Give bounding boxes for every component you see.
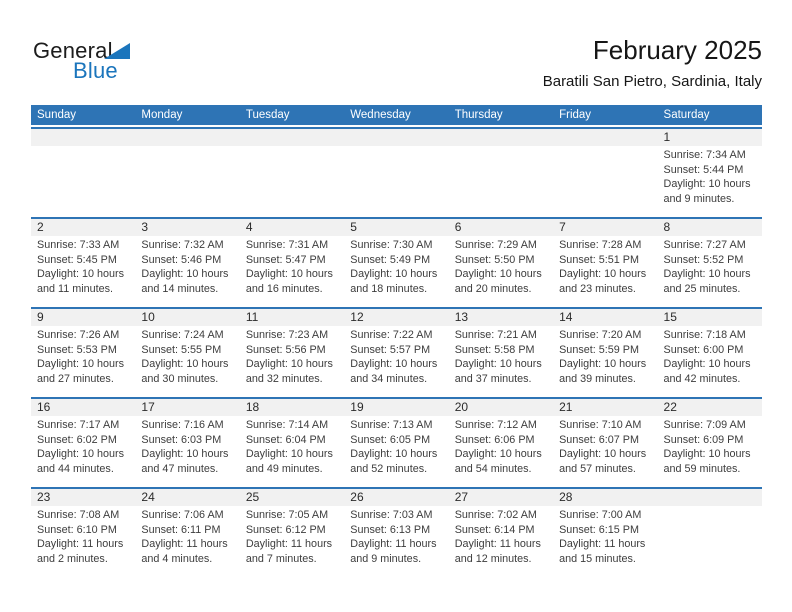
day-details	[344, 326, 448, 387]
day-detail-line: Daylight: 10 hours	[663, 358, 751, 371]
day-cell	[658, 399, 762, 487]
weekday-friday: Friday	[559, 109, 592, 121]
day-details	[658, 236, 762, 297]
day-number: 21	[553, 399, 657, 416]
day-number: 5	[344, 219, 448, 236]
day-detail-line: and 25 minutes.	[663, 283, 741, 296]
day-details	[135, 236, 239, 297]
day-details	[31, 416, 135, 477]
day-detail-line: Daylight: 10 hours	[141, 448, 229, 461]
day-number: 15	[658, 309, 762, 326]
day-details	[449, 236, 553, 297]
day-detail-line: Sunrise: 7:12 AM	[454, 419, 537, 431]
day-detail-line: and 15 minutes.	[559, 553, 636, 566]
day-details	[553, 326, 657, 387]
day-detail-line: and 52 minutes.	[350, 463, 428, 476]
day-detail-line: Daylight: 10 hours	[245, 268, 333, 281]
weekday-monday: Monday	[141, 109, 183, 121]
title-block	[543, 36, 762, 91]
day-number	[553, 129, 657, 146]
day-detail-line: Sunrise: 7:20 AM	[559, 329, 642, 341]
day-detail-line: and 27 minutes.	[37, 373, 114, 386]
day-detail-line: Sunset: 5:53 PM	[37, 343, 117, 356]
day-detail-line: Daylight: 10 hours	[245, 448, 333, 461]
day-detail-line: Sunrise: 7:13 AM	[350, 419, 433, 431]
day-details	[135, 326, 239, 387]
day-detail-line: Sunset: 6:14 PM	[454, 523, 535, 536]
day-details	[344, 416, 448, 477]
day-detail-line: Daylight: 10 hours	[454, 448, 542, 461]
empty-day-cell	[135, 129, 239, 217]
day-number: 14	[553, 309, 657, 326]
day-detail-line: and 9 minutes.	[350, 553, 422, 566]
day-number: 26	[344, 489, 448, 506]
week-row	[31, 217, 762, 307]
day-detail-line: Sunrise: 7:30 AM	[350, 239, 433, 251]
day-number	[658, 489, 762, 506]
day-detail-line: Sunrise: 7:26 AM	[37, 329, 120, 341]
day-cell	[240, 219, 344, 307]
day-detail-line: Daylight: 10 hours	[663, 448, 751, 461]
day-number: 3	[135, 219, 239, 236]
day-cell	[31, 309, 135, 397]
day-detail-line: Daylight: 10 hours	[37, 448, 125, 461]
day-detail-line: Daylight: 10 hours	[350, 358, 438, 371]
day-detail-line: Daylight: 10 hours	[663, 268, 751, 281]
logo-text-blue: Blue	[73, 58, 118, 83]
day-cell	[135, 309, 239, 397]
day-detail-line: Sunset: 6:09 PM	[663, 433, 744, 446]
day-detail-line: Daylight: 10 hours	[663, 178, 751, 191]
day-detail-line: Sunset: 6:04 PM	[245, 433, 326, 446]
day-cell	[135, 399, 239, 487]
day-detail-line: and 11 minutes.	[37, 283, 114, 296]
day-cell	[658, 219, 762, 307]
day-cell	[31, 399, 135, 487]
general-blue-logo	[33, 38, 153, 86]
day-detail-line: Sunrise: 7:28 AM	[559, 239, 642, 251]
day-detail-line: Sunset: 6:05 PM	[350, 433, 431, 446]
day-detail-line: Sunrise: 7:33 AM	[37, 239, 120, 251]
day-detail-line: Sunset: 6:11 PM	[141, 523, 221, 536]
day-detail-line: and 59 minutes.	[663, 463, 741, 476]
day-detail-line: Daylight: 10 hours	[245, 358, 333, 371]
day-number: 8	[658, 219, 762, 236]
empty-day-cell	[344, 129, 448, 217]
day-number: 25	[240, 489, 344, 506]
day-details	[449, 326, 553, 387]
day-detail-line: Sunset: 5:59 PM	[559, 343, 639, 356]
day-detail-line: and 16 minutes.	[245, 283, 323, 296]
day-detail-line: Sunrise: 7:10 AM	[559, 419, 642, 431]
day-detail-line: and 39 minutes.	[559, 373, 636, 386]
day-detail-line: and 4 minutes.	[141, 553, 213, 566]
day-details	[31, 506, 135, 567]
week-row	[31, 307, 762, 397]
logo-text-general: General	[33, 38, 113, 63]
day-detail-line: Sunset: 5:49 PM	[350, 253, 431, 266]
day-detail-line: Sunset: 6:06 PM	[454, 433, 535, 446]
day-detail-line: and 7 minutes.	[245, 553, 317, 566]
day-detail-line: and 2 minutes.	[37, 553, 108, 566]
day-details	[449, 506, 553, 567]
day-cell	[344, 489, 448, 577]
day-detail-line: Sunrise: 7:31 AM	[245, 239, 329, 251]
weekday-wednesday: Wednesday	[350, 109, 411, 121]
weekday-header-row	[31, 105, 762, 125]
day-number: 24	[135, 489, 239, 506]
day-detail-line: Sunset: 6:00 PM	[663, 343, 744, 356]
day-cell	[449, 219, 553, 307]
weekday-thursday: Thursday	[454, 109, 503, 121]
day-detail-line: Sunrise: 7:24 AM	[141, 329, 224, 341]
day-number: 22	[658, 399, 762, 416]
day-cell	[553, 219, 657, 307]
day-details	[344, 506, 448, 567]
calendar-month-title: February 2025	[592, 35, 762, 65]
day-detail-line: Sunrise: 7:00 AM	[559, 509, 642, 521]
day-detail-line: and 49 minutes.	[245, 463, 323, 476]
day-cell	[658, 129, 762, 217]
day-cell	[135, 489, 239, 577]
day-number: 20	[449, 399, 553, 416]
calendar-grid	[31, 127, 762, 577]
day-detail-line: Daylight: 11 hours	[559, 538, 646, 551]
logo-triangle-icon	[104, 43, 130, 59]
day-detail-line: Sunrise: 7:23 AM	[245, 329, 329, 341]
day-detail-line: Sunrise: 7:16 AM	[141, 419, 224, 431]
day-cell	[240, 489, 344, 577]
empty-day-cell	[658, 489, 762, 577]
empty-day-cell	[553, 129, 657, 217]
day-detail-line: and 44 minutes.	[37, 463, 114, 476]
day-detail-line: Sunrise: 7:27 AM	[663, 239, 746, 251]
day-cell	[658, 309, 762, 397]
day-detail-line: Daylight: 10 hours	[559, 268, 647, 281]
day-detail-line: Sunrise: 7:22 AM	[350, 329, 433, 341]
day-detail-line: Daylight: 11 hours	[350, 538, 437, 551]
day-detail-line: Daylight: 10 hours	[141, 358, 229, 371]
day-number: 13	[449, 309, 553, 326]
day-number: 2	[31, 219, 135, 236]
day-detail-line: Daylight: 11 hours	[454, 538, 541, 551]
day-detail-line: Sunset: 6:15 PM	[559, 523, 639, 536]
day-cell	[240, 399, 344, 487]
day-cell	[449, 309, 553, 397]
day-cell	[31, 219, 135, 307]
day-detail-line: Sunrise: 7:21 AM	[454, 329, 537, 341]
day-number: 19	[344, 399, 448, 416]
day-number: 1	[658, 129, 762, 146]
day-number: 16	[31, 399, 135, 416]
day-number: 6	[449, 219, 553, 236]
day-number: 18	[240, 399, 344, 416]
day-details	[344, 236, 448, 297]
day-detail-line: Sunset: 5:50 PM	[454, 253, 535, 266]
day-number: 27	[449, 489, 553, 506]
day-detail-line: and 54 minutes.	[454, 463, 532, 476]
day-number: 23	[31, 489, 135, 506]
day-details	[658, 326, 762, 387]
week-row	[31, 487, 762, 577]
day-detail-line: and 37 minutes.	[454, 373, 532, 386]
day-detail-line: Sunrise: 7:17 AM	[37, 419, 120, 431]
day-detail-line: Sunrise: 7:02 AM	[454, 509, 537, 521]
day-detail-line: Daylight: 10 hours	[559, 448, 647, 461]
day-number: 10	[135, 309, 239, 326]
day-number: 9	[31, 309, 135, 326]
day-detail-line: and 42 minutes.	[663, 373, 741, 386]
day-details	[449, 416, 553, 477]
day-number: 4	[240, 219, 344, 236]
day-cell	[344, 219, 448, 307]
week-row	[31, 127, 762, 217]
day-detail-line: Sunset: 5:45 PM	[37, 253, 117, 266]
day-cell	[553, 489, 657, 577]
day-number: 17	[135, 399, 239, 416]
day-details	[240, 506, 344, 567]
day-detail-line: Sunrise: 7:05 AM	[245, 509, 329, 521]
day-details	[135, 416, 239, 477]
day-detail-line: and 32 minutes.	[245, 373, 323, 386]
day-detail-line: Daylight: 10 hours	[37, 268, 125, 281]
day-cell	[344, 399, 448, 487]
day-detail-line: Sunset: 6:07 PM	[559, 433, 639, 446]
day-detail-line: Daylight: 10 hours	[350, 268, 438, 281]
day-details	[31, 326, 135, 387]
weekday-sunday: Sunday	[37, 109, 77, 121]
day-detail-line: and 57 minutes.	[559, 463, 636, 476]
day-detail-line: and 23 minutes.	[559, 283, 636, 296]
day-cell	[449, 489, 553, 577]
day-detail-line: Sunset: 5:47 PM	[245, 253, 326, 266]
day-detail-line: Sunrise: 7:32 AM	[141, 239, 224, 251]
day-number	[449, 129, 553, 146]
day-cell	[344, 309, 448, 397]
day-detail-line: Sunrise: 7:14 AM	[245, 419, 329, 431]
weekday-saturday: Saturday	[663, 109, 710, 121]
empty-day-cell	[449, 129, 553, 217]
day-cell	[31, 489, 135, 577]
day-detail-line: Sunrise: 7:08 AM	[37, 509, 120, 521]
day-details	[31, 236, 135, 297]
day-number	[240, 129, 344, 146]
day-details	[553, 236, 657, 297]
day-detail-line: and 12 minutes.	[454, 553, 532, 566]
day-details	[240, 236, 344, 297]
day-detail-line: Sunset: 5:56 PM	[245, 343, 326, 356]
day-cell	[553, 399, 657, 487]
day-details	[553, 506, 657, 567]
day-detail-line: Sunset: 5:51 PM	[559, 253, 639, 266]
day-detail-line: Daylight: 11 hours	[141, 538, 228, 551]
day-detail-line: Sunset: 5:46 PM	[141, 253, 222, 266]
day-details	[658, 146, 762, 207]
day-number: 11	[240, 309, 344, 326]
day-number: 12	[344, 309, 448, 326]
day-detail-line: Sunset: 6:13 PM	[350, 523, 431, 536]
day-detail-line: and 30 minutes.	[141, 373, 219, 386]
day-detail-line: Sunrise: 7:09 AM	[663, 419, 746, 431]
day-detail-line: Sunset: 6:03 PM	[141, 433, 222, 446]
day-detail-line: and 9 minutes.	[663, 193, 735, 206]
day-detail-line: Sunrise: 7:34 AM	[663, 149, 746, 161]
day-details	[658, 416, 762, 477]
day-details	[553, 416, 657, 477]
day-cell	[553, 309, 657, 397]
day-number: 28	[553, 489, 657, 506]
calendar-location-subtitle: Baratili San Pietro, Sardinia, Italy	[542, 73, 762, 90]
day-detail-line: Daylight: 10 hours	[454, 358, 542, 371]
day-detail-line: Daylight: 11 hours	[37, 538, 124, 551]
day-details	[135, 506, 239, 567]
day-detail-line: Sunset: 5:57 PM	[350, 343, 431, 356]
day-detail-line: Sunset: 5:44 PM	[663, 163, 744, 176]
day-detail-line: and 14 minutes.	[141, 283, 219, 296]
day-detail-line: Sunrise: 7:03 AM	[350, 509, 433, 521]
day-detail-line: Sunset: 6:12 PM	[245, 523, 326, 536]
day-detail-line: and 20 minutes.	[454, 283, 532, 296]
day-number: 7	[553, 219, 657, 236]
day-detail-line: Sunset: 5:55 PM	[141, 343, 222, 356]
empty-day-cell	[240, 129, 344, 217]
day-detail-line: and 47 minutes.	[141, 463, 219, 476]
day-detail-line: Sunrise: 7:29 AM	[454, 239, 537, 251]
day-detail-line: Daylight: 10 hours	[37, 358, 125, 371]
week-row	[31, 397, 762, 487]
day-detail-line: and 18 minutes.	[350, 283, 428, 296]
day-detail-line: Sunrise: 7:06 AM	[141, 509, 224, 521]
day-detail-line: Daylight: 10 hours	[350, 448, 438, 461]
empty-day-cell	[31, 129, 135, 217]
day-cell	[449, 399, 553, 487]
day-number	[135, 129, 239, 146]
day-number	[31, 129, 135, 146]
day-number	[344, 129, 448, 146]
day-details	[240, 326, 344, 387]
day-detail-line: Sunrise: 7:18 AM	[663, 329, 746, 341]
weekday-tuesday: Tuesday	[245, 109, 290, 121]
day-detail-line: Sunset: 5:58 PM	[454, 343, 535, 356]
day-detail-line: Daylight: 10 hours	[141, 268, 229, 281]
day-details	[240, 416, 344, 477]
day-detail-line: Sunset: 6:02 PM	[37, 433, 117, 446]
day-detail-line: Daylight: 11 hours	[245, 538, 333, 551]
day-detail-line: Daylight: 10 hours	[454, 268, 542, 281]
day-detail-line: and 34 minutes.	[350, 373, 428, 386]
day-detail-line: Sunset: 5:52 PM	[663, 253, 744, 266]
day-detail-line: Sunset: 6:10 PM	[37, 523, 117, 536]
day-cell	[240, 309, 344, 397]
day-cell	[135, 219, 239, 307]
day-detail-line: Daylight: 10 hours	[559, 358, 647, 371]
calendar	[31, 105, 762, 577]
